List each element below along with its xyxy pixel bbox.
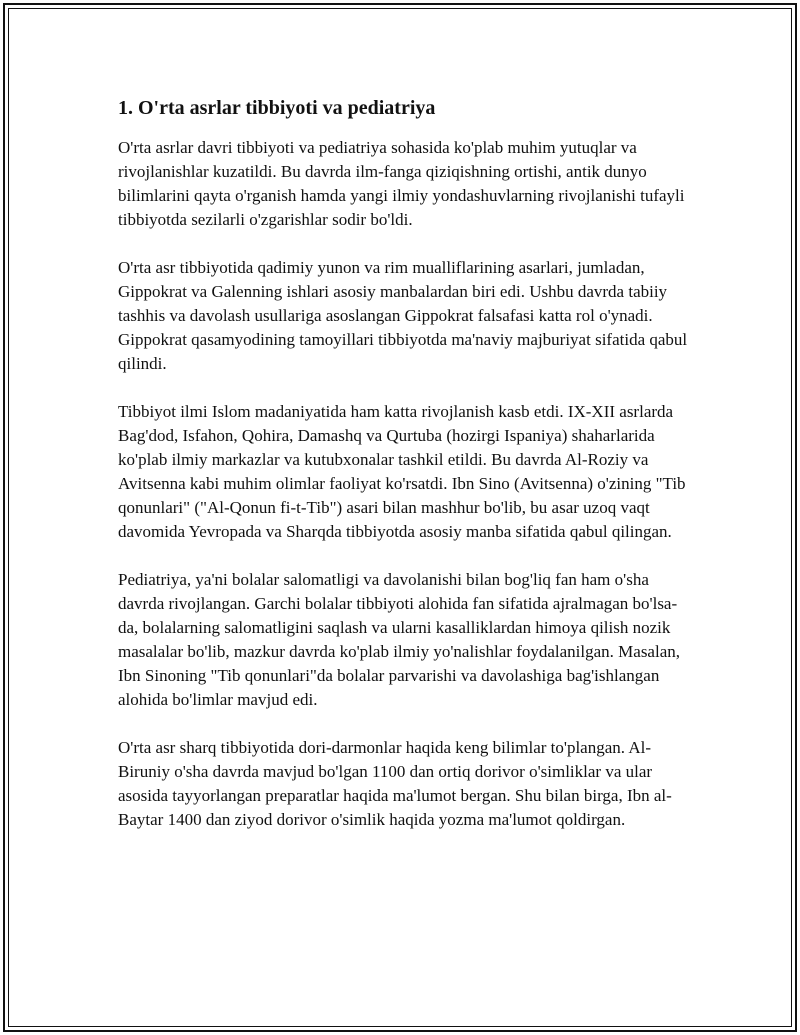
paragraph-4: Pediatriya, ya'ni bolalar salomatligi va davolanishi bilan bog'liq fan ham o'sha davrda rivojlangan. Garchi bolalar tibbiyoti alohida fan sifatida ajralmagan bo'lsa-da, bolalarning salomatligini saqlash va ularni kasalliklardan himoya qilish nozik masalalar bo'lib, mazkur davrda ko'plab ilmiy yo'nalishlar foydalanilgan. Masalan, Ibn Sinoning "Tib qonunlari"da bolalar parvarishi va davolashiga bag'ishlangan alohida bo'limlar mavjud edi. <box>118 570 680 709</box>
paragraph-3: Tibbiyot ilmi Islom madaniyatida ham katta rivojlanish kasb etdi. IX-XII asrlarda Bag'dod, Isfahon, Qohira, Damashq va Qurtuba (hozirgi Ispaniya) shaharlarida ko'plab ilmiy markazlar va kutubxonalar tashkil etildi. Bu davrda Al-Roziy va Avitsenna kabi muhim olimlar faoliyat ko'rsatdi. Ibn Sino (Avitsenna) o'zining "Tib qonunlari" ("Al-Qonun fi-t-Tib") asari bilan mashhur bo'lib, bu asar uzoq vaqt davomida Yevropada va Sharqda tibbiyotda asosiy manba sifatida qabul qilingan. <box>118 402 686 541</box>
paragraph-2: O'rta asr tibbiyotida qadimiy yunon va rim mualliflarining asarlari, jumladan, Gippokrat va Galenning ishlari asosiy manbalardan biri edi. Ushbu davrda tabiiy tashhis va davolash usullariga asoslangan Gippokrat falsafasi katta rol o'ynadi. Gippokrat qasamyodining tamoyillari tibbiyotda ma'naviy majburiyat sifatida qabul qilindi. <box>118 258 688 373</box>
section-title: 1. O'rta asrlar tibbiyoti va pediatriya <box>118 97 436 119</box>
paragraph-5: O'rta asr sharq tibbiyotida dori-darmonlar haqida keng bilimlar to'plangan. Al-Biruniy o'sha davrda mavjud bo'lgan 1100 dan ortiq dorivor o'simliklar va ular asosida tayyorlangan preparatlar haqida ma'lumot bergan. Shu bilan birga, Ibn al-Baytar 1400 dan ziyod dorivor o'simlik haqida yozma ma'lumot qoldirgan. <box>118 738 672 829</box>
document-content <box>118 96 688 856</box>
paragraph-1: O'rta asrlar davri tibbiyoti va pediatriya sohasida ko'plab muhim yutuqlar va rivojlanishlar kuzatildi. Bu davrda ilm-fanga qiziqishning ortishi, antik dunyo bilimlarini qayta o'rganish hamda yangi ilmiy yondashuvlarning rivojlanishi tufayli tibbiyotda sezilarli o'zgarishlar sodir bo'ldi. <box>118 138 685 229</box>
